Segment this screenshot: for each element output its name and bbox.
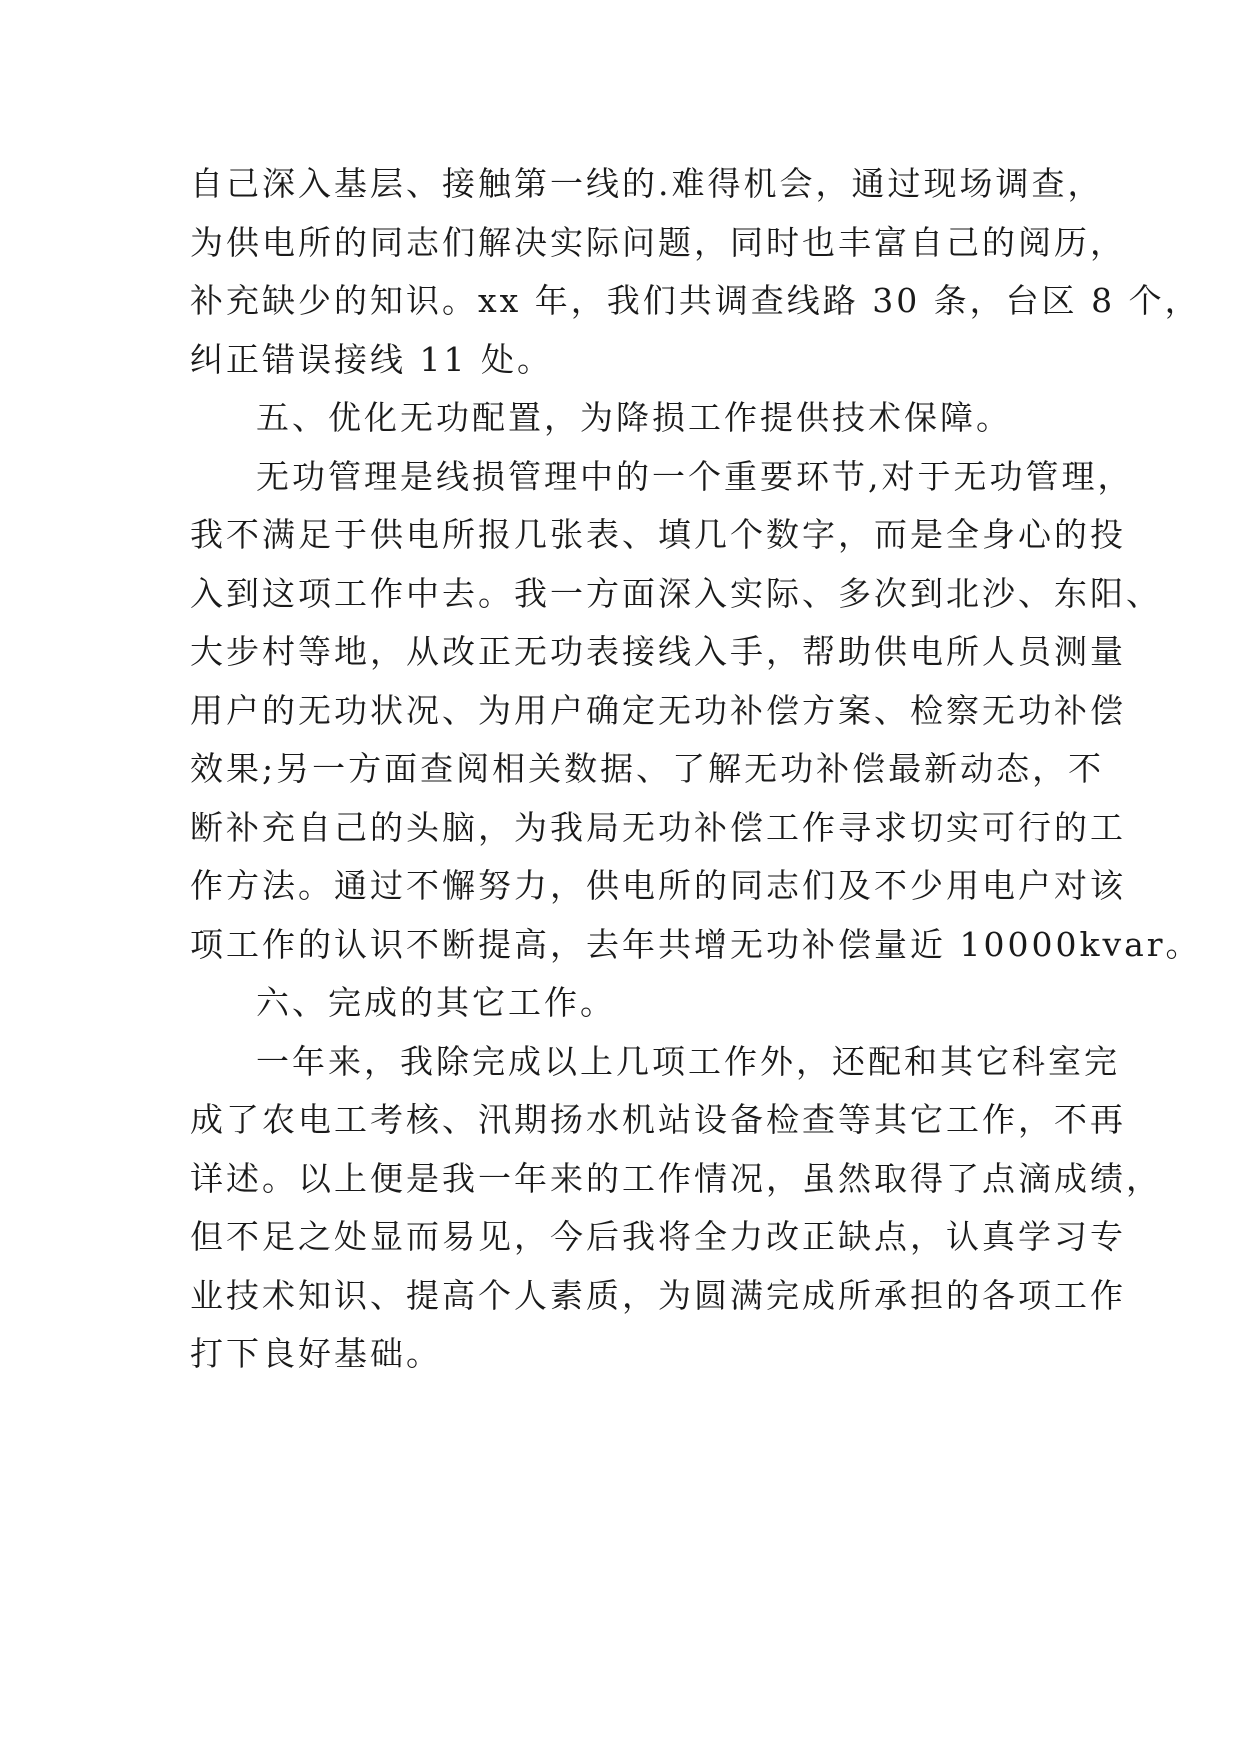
- text-line: 为供电所的同志们解决实际问题，同时也丰富自己的阅历，: [190, 222, 1126, 262]
- text-line: 详述。以上便是我一年来的工作情况，虽然取得了点滴成绩，: [190, 1158, 1162, 1198]
- text-line: 作方法。通过不懈努力，供电所的同志们及不少用电户对该: [190, 866, 1126, 905]
- text-line: 项工作的认识不断提高，去年共增无功补偿量近 10000kvar。: [190, 924, 1202, 964]
- text-line: 大步村等地，从改正无功表接线入手，帮助供电所人员测量: [190, 632, 1126, 671]
- text-line: 打下良好基础。: [190, 1334, 442, 1373]
- document-body: [190, 155, 1202, 1384]
- text-line: 一年来，我除完成以上几项工作外，还配和其它科室完: [256, 1041, 1120, 1081]
- text-line: 自己深入基层、接触第一线的.难得机会，通过现场调查，: [190, 164, 1104, 203]
- section-heading: 六、完成的其它工作。: [256, 983, 616, 1022]
- text-line: 入到这项工作中去。我一方面深入实际、多次到北沙、东阳、: [190, 573, 1162, 613]
- text-line: 断补充自己的头脑，为我局无功补偿工作寻求切实可行的工: [190, 807, 1126, 847]
- text-line: 纠正错误接线 11 处。: [190, 339, 553, 379]
- text-line: 成了农电工考核、汛期扬水机站设备检查等其它工作，不再: [190, 1100, 1126, 1139]
- text-line: 无功管理是线损管理中的一个重要环节,对于无功管理，: [256, 456, 1134, 496]
- text-line: 我不满足于供电所报几张表、填几个数字，而是全身心的投: [190, 515, 1126, 554]
- text-line: 业技术知识、提高个人素质，为圆满完成所承担的各项工作: [190, 1275, 1126, 1315]
- text-line: 用户的无功状况、为用户确定无功补偿方案、检察无功补偿: [190, 690, 1126, 730]
- text-line: 效果;另一方面查阅相关数据、了解无功补偿最新动态，不: [190, 749, 1105, 788]
- section-heading: 五、优化无功配置，为降损工作提供技术保障。: [256, 398, 1012, 437]
- text-line: 但不足之处显而易见，今后我将全力改正缺点，认真学习专: [190, 1217, 1126, 1256]
- text-line: 补充缺少的知识。xx 年，我们共调查线路 30 条，台区 8 个，: [190, 281, 1201, 320]
